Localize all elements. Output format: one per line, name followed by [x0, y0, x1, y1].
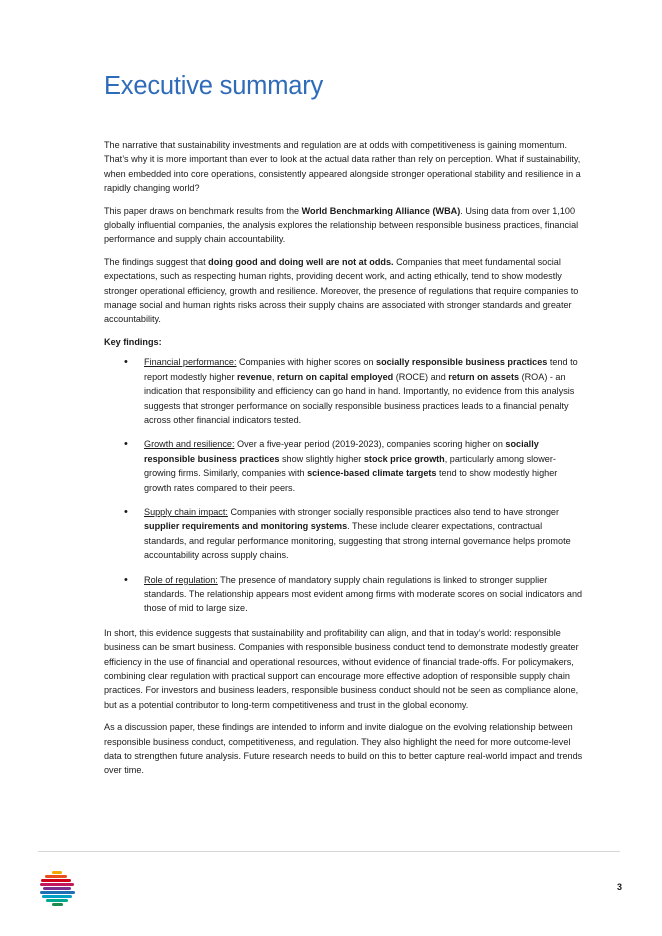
page-number: 3 — [616, 882, 622, 892]
text-span: , — [271, 371, 277, 382]
text-span: . These include clearer expectations, contractual standards, and regular performance monitoring, suggesting that strong internal governance helps promote accountability across supply chains. — [144, 521, 571, 561]
bold-text: stock price growth — [363, 453, 445, 464]
bold-text: return on assets — [448, 371, 520, 382]
paragraph-wba — [104, 204, 584, 247]
finding-label: Role of regulation: — [144, 574, 218, 585]
bold-text: socially responsible business practices — [144, 439, 539, 464]
text-span: (ROA) - an indication that responsibility and efficiency can go hand in hand. Importantly, no evidence from this analysis suggests that stronger performance on socially responsible business practices leads to a financial penalty across other financial indicators tested. — [144, 371, 575, 425]
paragraph-intro: The narrative that sustainability investments and regulation are at odds with competitiveness is gaining momentum. That’s why it is more important than ever to look at the actual data rather than rely on perception. What if sustainability, when embedded into core operations, consistently appeared alongside stronger operational stability and resilience in a rapidly changing world? — [104, 140, 581, 194]
logo-stripe — [52, 903, 63, 906]
logo-stripe — [46, 899, 68, 902]
text-span: Over a five-year period (2019-2023), companies scoring higher on — [234, 439, 506, 450]
bold-text: doing good and doing well are not at odds. — [208, 256, 394, 267]
finding-label: Supply chain impact: — [144, 506, 228, 517]
logo-stripe — [42, 895, 72, 898]
text-span: . Using data from over 1,100 globally influential companies, the analysis explores the relationship between responsible business practices, financial performance and supply chain accountability. — [104, 205, 579, 245]
footer-divider — [38, 851, 620, 852]
key-findings-heading — [104, 335, 584, 349]
logo-stripe — [52, 871, 62, 874]
finding-label: Financial performance: — [144, 357, 237, 368]
bold-text: Key findings: — [104, 336, 162, 347]
bold-text: revenue — [237, 371, 272, 382]
text-span: , particularly among slower-growing firms. Similarly, companies with — [144, 453, 556, 479]
logo-stripe — [45, 875, 67, 878]
bold-text: science-based climate targets — [307, 468, 437, 479]
bold-text: return on capital employed — [276, 371, 394, 382]
text-span: show slightly higher — [279, 453, 364, 464]
finding-supply-chain — [144, 505, 584, 563]
wba-logo-icon — [38, 868, 78, 908]
text-span: The findings suggest that — [104, 256, 209, 267]
logo-stripe — [40, 891, 75, 894]
logo-stripe — [43, 887, 71, 890]
page-title: Executive summary — [104, 72, 324, 100]
paragraph-discussion: As a discussion paper, these findings are intended to inform and invite dialogue on the evolving relationship between responsible business conduct, competitiveness, and regulation. They also highlight the need for more outcome-level data to strengthen future analysis. Future research needs to build on this to better capture real-world impact and trends over time. — [104, 722, 583, 776]
logo-stripe — [41, 879, 71, 882]
paragraph-findings-summary — [104, 255, 584, 327]
text-span: The presence of mandatory supply chain regulations is linked to stronger supplier standards. The relationship appears most evident among firms with moderate scores on social indicators and those of mid to large size. — [144, 574, 583, 614]
key-findings-list — [104, 355, 584, 616]
text-span: tend to show modestly higher growth rates compared to their peers. — [144, 468, 558, 493]
bold-text: World Benchmarking Alliance (WBA) — [301, 205, 461, 216]
text-span: Companies with stronger socially responsible practices also tend to have stronger — [227, 506, 560, 517]
text-span: Companies that meet fundamental social expectations, such as respecting human rights, providing decent work, and acting ethically, tend to show modestly stronger operational efficiency, growth and resilience. Moreover, the presence of regulations that require companies to manage social and human rights risks across their supply chains are associated with stronger standards and greater accountability. — [104, 256, 579, 325]
logo-stripe — [40, 883, 74, 886]
finding-regulation — [144, 573, 584, 616]
finding-financial-performance — [144, 355, 584, 427]
text-span: tend to report modestly higher — [144, 357, 578, 382]
finding-growth-resilience — [144, 437, 584, 495]
bold-text: socially responsible business practices — [376, 357, 548, 368]
document-content — [104, 66, 584, 786]
text-span: This paper draws on benchmark results from the — [104, 205, 302, 216]
text-span: (ROCE) and — [393, 371, 449, 382]
bold-text: supplier requirements and monitoring systems — [144, 521, 348, 532]
finding-label: Growth and resilience: — [144, 439, 235, 450]
text-span: Companies with higher scores on — [236, 357, 377, 368]
paragraph-conclusion: In short, this evidence suggests that sustainability and profitability can align, and that in today’s world: responsible business can be smart business. Companies with responsible business conduct tend to demonstrate modestly greater efficiency in the use of financial and operational resources, without evidence of financial trade-offs. For policymakers, combining clear regulation with practical support can encourage more effective adoption of responsible supply chain practices. For investors and business leaders, responsible business conduct should not be seen as compliance alone, but as a potential contributor to long-term competitiveness and trust in the global economy. — [104, 627, 579, 710]
